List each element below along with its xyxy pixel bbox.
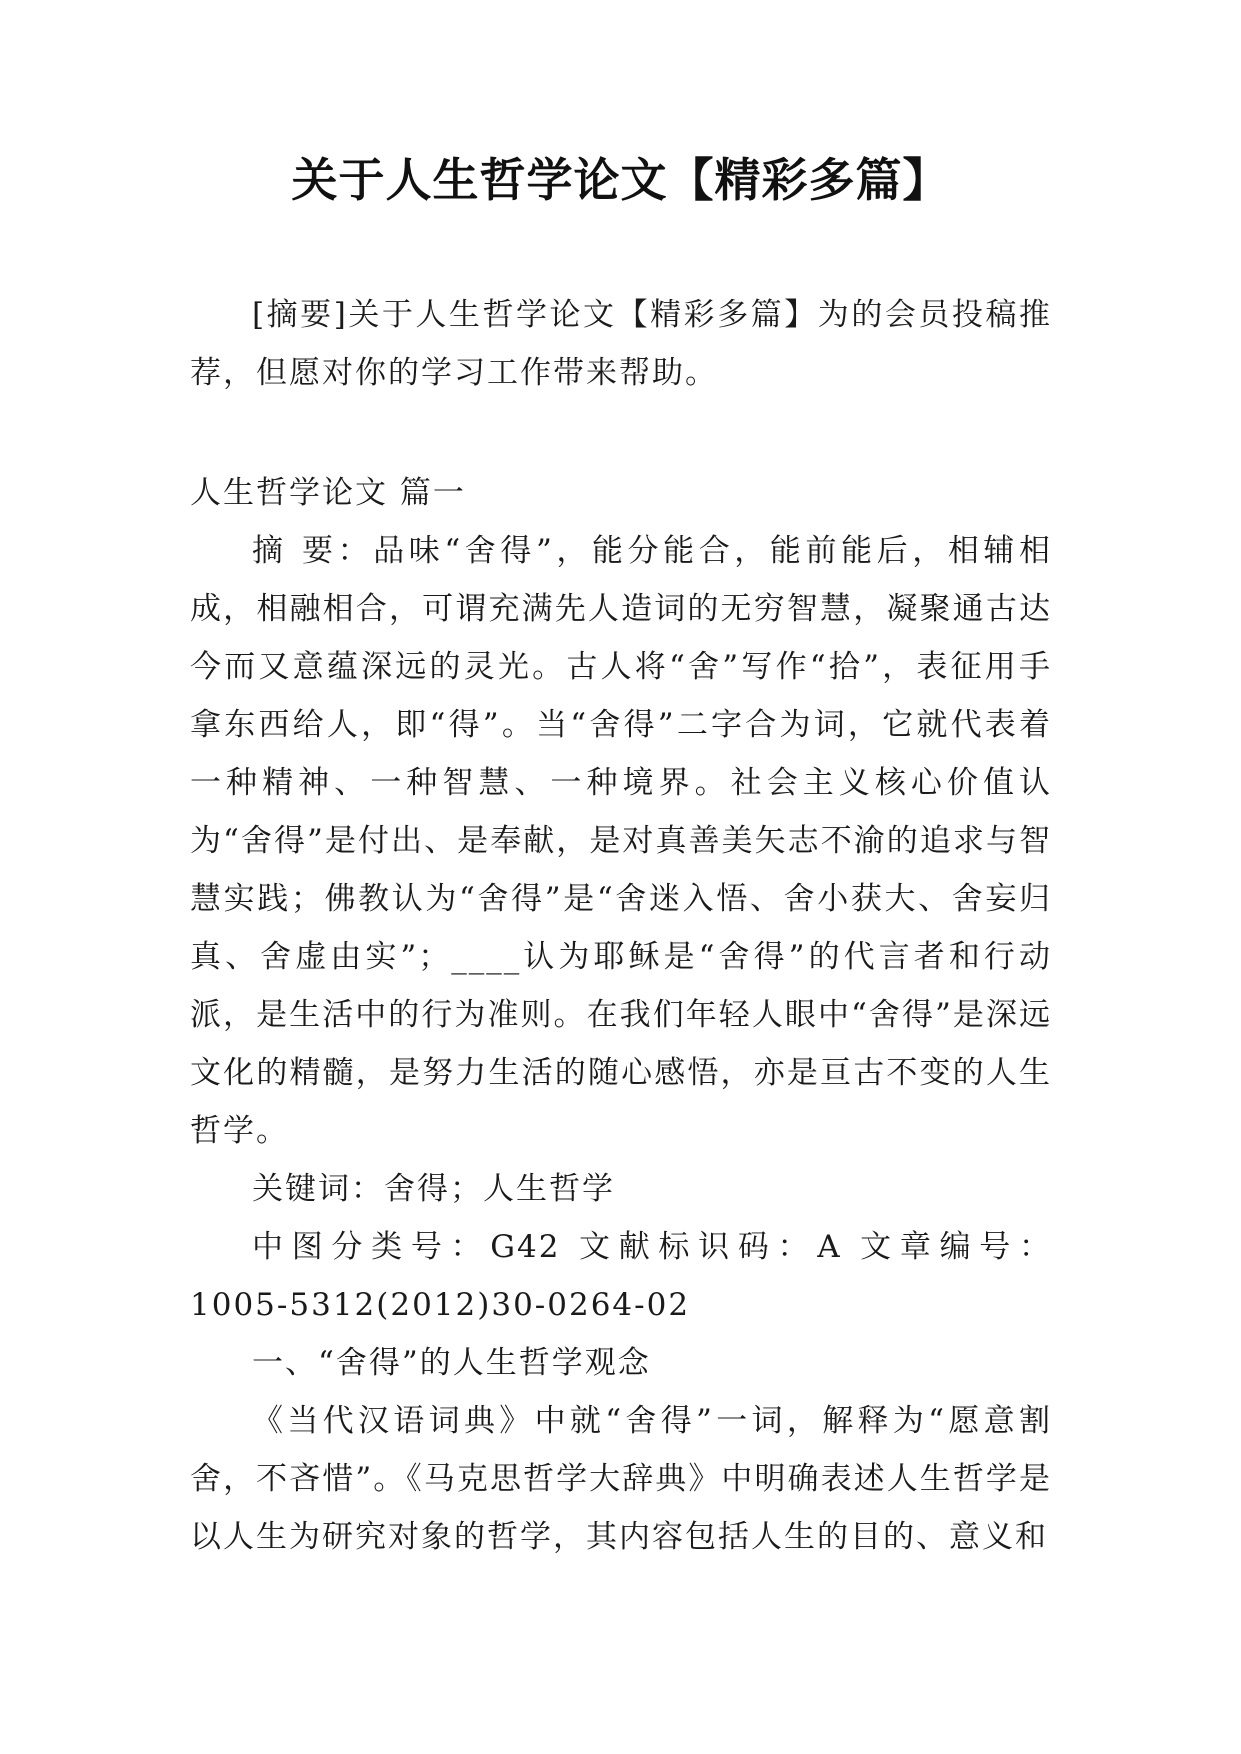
summary-paragraph: [摘要]关于人生哲学论文【精彩多篇】为的会员投稿推荐，但愿对你的学习工作带来帮助。 <box>190 297 1052 391</box>
classification-line: 中图分类号：G42 文献标识码：A 文章编号： <box>252 1229 1052 1265</box>
document-title: 关于人生哲学论文【精彩多篇】 <box>291 153 950 207</box>
section-heading: 人生哲学论文 篇一 <box>190 475 466 511</box>
summary-block <box>190 286 1052 402</box>
paragraph-1: 《当代汉语词典》中就“舍得”一词，解释为“愿意割舍，不吝惜”。《马克思哲学大辞典》中明确表述人生哲学是以人生为研究对象的哲学，其内容包括人生的目的、意义和 <box>190 1403 1052 1555</box>
abstract-paragraph: 摘 要：品味“舍得”，能分能合，能前能后，相辅相成，相融相合，可谓充满先人造词的无穷智慧，凝聚通古达今而又意蕴深远的灵光。古人将“舍”写作“拾”，表征用手拿东西给人，即“得”。当“舍得”二字合为词，它就代表着一种精神、一种智慧、一种境界。社会主义核心价值认为“舍得”是付出、是奉献，是对真善美矢志不渝的追求与智慧实践；佛教认为“舍得”是“舍迷入悟、舍小获大、舍妄归真、舍虚由实”；____认为耶稣是“舍得”的代言者和行动派，是生活中的行为准则。在我们年轻人眼中“舍得”是深远文化的精髓，是努力生活的随心感悟，亦是亘古不变的人生哲学。 <box>190 533 1052 1149</box>
subheading-1: 一、“舍得”的人生哲学观念 <box>252 1345 651 1381</box>
keywords-line: 关键词：舍得；人生哲学 <box>252 1171 615 1207</box>
article-body <box>190 464 1052 1566</box>
article-number: 1005-5312(2012)30-0264-02 <box>190 1287 691 1323</box>
